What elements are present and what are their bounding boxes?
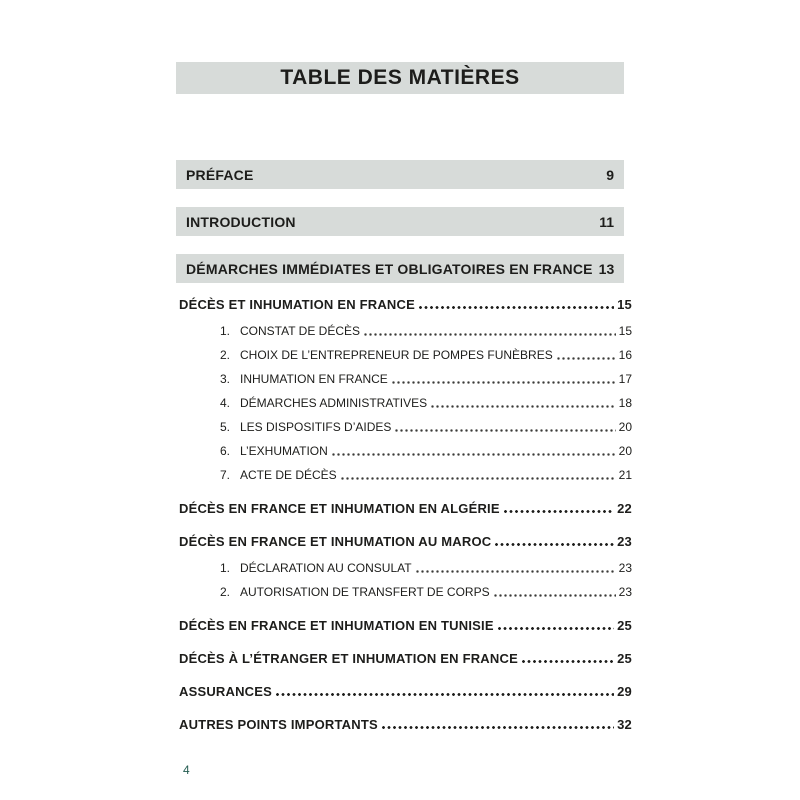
dot-leader	[495, 543, 614, 546]
toc-entry-label: LES DISPOSITIFS D’AIDES	[240, 420, 392, 434]
toc-entry-label: DÉCÈS ET INHUMATION EN FRANCE	[179, 297, 415, 312]
toc-entry-number: 1.	[220, 561, 231, 575]
toc-entry-sub	[176, 325, 632, 338]
banner-label: PRÉFACE	[186, 166, 254, 183]
toc-entry-page-number: 15	[618, 324, 632, 338]
dot-leader	[392, 381, 616, 384]
toc-entry-sub	[176, 562, 632, 575]
toc-entry-page-number: 23	[618, 561, 632, 575]
toc-entry-label: DÉCÈS À L’ÉTRANGER ET INHUMATION EN FRANCE	[179, 651, 518, 666]
toc-entry-label: INHUMATION EN FRANCE	[240, 372, 388, 386]
toc-entry-page-number: 22	[617, 501, 632, 516]
dot-leader	[332, 453, 616, 456]
toc-entry-number: 4.	[220, 396, 231, 410]
toc-banner-entry	[176, 160, 624, 189]
dot-leader	[504, 510, 614, 513]
toc-entry-label: DÉCLARATION AU CONSULAT	[240, 561, 412, 575]
toc-entry-number: 2.	[220, 585, 231, 599]
page-title-banner	[176, 62, 624, 94]
toc-entry-label: AUTRES POINTS IMPORTANTS	[179, 717, 378, 732]
toc-entry-page-number: 25	[617, 651, 632, 666]
dot-leader	[364, 333, 616, 336]
toc-entry-page-number: 20	[618, 444, 632, 458]
dot-leader	[395, 429, 615, 432]
toc-entry-number: 7.	[220, 468, 231, 482]
dot-leader	[276, 693, 614, 696]
toc-entry-number: 2.	[220, 348, 231, 362]
dot-leader	[494, 594, 616, 597]
toc-entry-page-number: 29	[617, 684, 632, 699]
toc-entry-page-number: 16	[618, 348, 632, 362]
toc-entry-page-number: 23	[618, 585, 632, 599]
dot-leader	[341, 477, 616, 480]
toc-entry-page-number: 25	[617, 618, 632, 633]
toc-entry-page-number: 20	[618, 420, 632, 434]
toc-entry-label: ACTE DE DÉCÈS	[240, 468, 337, 482]
toc-entry-page-number: 17	[618, 372, 632, 386]
toc-entry-sub	[176, 349, 632, 362]
toc-entry-page-number: 23	[617, 534, 632, 549]
toc-entry-sub	[176, 421, 632, 434]
toc-entry-sub	[176, 445, 632, 458]
toc-entry-main	[176, 619, 632, 632]
toc-entry-label: DÉCÈS EN FRANCE ET INHUMATION EN TUNISIE	[179, 618, 494, 633]
toc-entry-main	[176, 652, 632, 665]
toc-entry-list	[176, 283, 632, 731]
toc-entry-label: DÉCÈS EN FRANCE ET INHUMATION AU MAROC	[179, 534, 492, 549]
toc-entry-label: CONSTAT DE DÉCÈS	[240, 324, 361, 338]
banner-section-list	[176, 160, 624, 283]
banner-label: DÉMARCHES IMMÉDIATES ET OBLIGATOIRES EN FRANCE	[186, 260, 593, 277]
banner-label: INTRODUCTION	[186, 213, 296, 230]
dot-leader	[522, 660, 614, 663]
toc-entry-sub	[176, 397, 632, 410]
banner-page-number: 13	[598, 260, 615, 277]
toc-entry-sub	[176, 469, 632, 482]
dot-leader	[498, 627, 614, 630]
toc-entry-number: 5.	[220, 420, 231, 434]
dot-leader	[557, 357, 616, 360]
page-title: TABLE DES MATIÈRES	[280, 66, 520, 89]
toc-banner-entry	[176, 207, 624, 236]
toc-entry-main	[176, 685, 632, 698]
banner-page-number: 9	[606, 166, 614, 183]
dot-leader	[382, 726, 614, 729]
dot-leader	[431, 405, 616, 408]
toc-entry-label: AUTORISATION DE TRANSFERT DE CORPS	[240, 585, 490, 599]
toc-entry-number: 6.	[220, 444, 231, 458]
toc-entry-label: L’EXHUMATION	[240, 444, 328, 458]
toc-entry-label: ASSURANCES	[179, 684, 273, 699]
footer-page-number: 4	[183, 763, 190, 777]
toc-entry-sub	[176, 586, 632, 599]
toc-banner-entry	[176, 254, 624, 283]
toc-entry-sub	[176, 373, 632, 386]
banner-page-number: 11	[599, 213, 614, 230]
toc-entry-main	[176, 502, 632, 515]
toc-entry-main	[176, 298, 632, 311]
toc-entry-main	[176, 718, 632, 731]
dot-leader	[419, 306, 614, 309]
toc-entry-page-number: 18	[618, 396, 632, 410]
dot-leader	[416, 570, 616, 573]
toc-entry-page-number: 21	[618, 468, 632, 482]
toc-entry-label: DÉCÈS EN FRANCE ET INHUMATION EN ALGÉRIE	[179, 501, 500, 516]
toc-entry-label: DÉMARCHES ADMINISTRATIVES	[240, 396, 428, 410]
toc-entry-label: CHOIX DE L’ENTREPRENEUR DE POMPES FUNÈBRES	[240, 348, 553, 362]
toc-entry-page-number: 15	[617, 297, 632, 312]
toc-entry-main	[176, 535, 632, 548]
toc-entry-page-number: 32	[617, 717, 632, 732]
toc-entry-number: 1.	[220, 324, 231, 338]
toc-entry-number: 3.	[220, 372, 231, 386]
